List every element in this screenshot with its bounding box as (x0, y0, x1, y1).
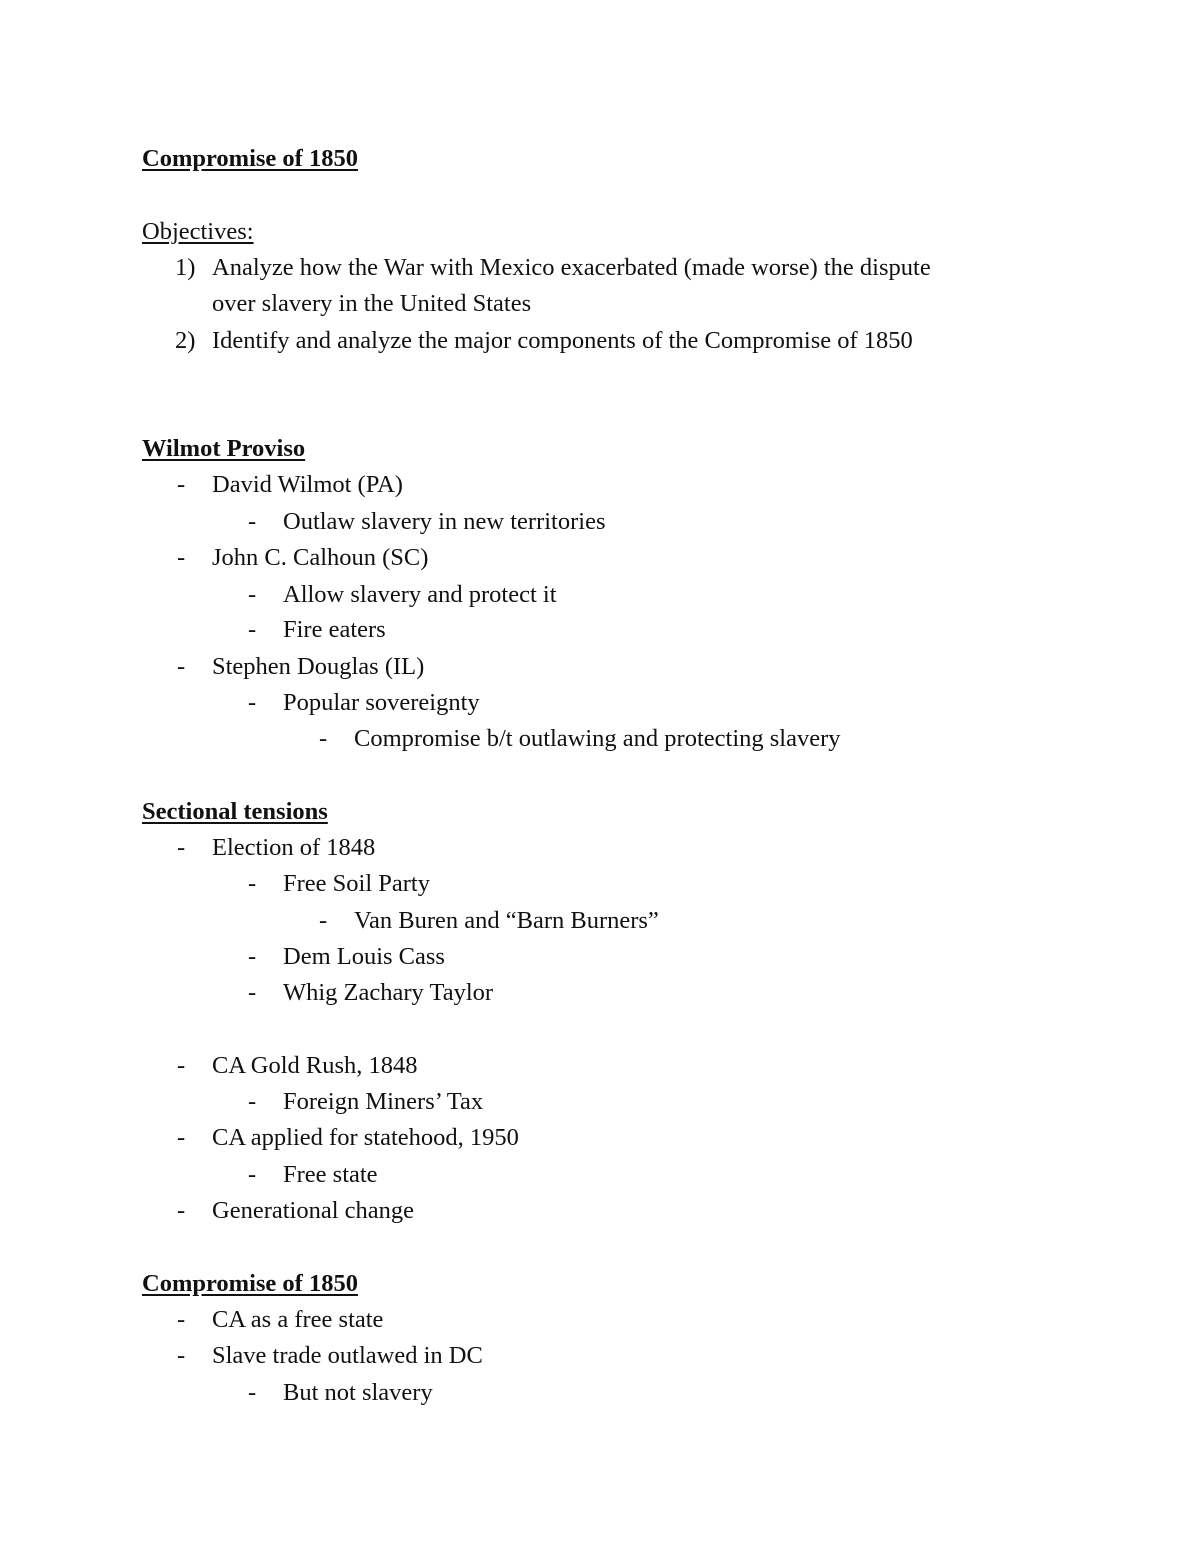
section-heading: Sectional tensions (142, 798, 328, 825)
section-heading: Wilmot Proviso (142, 435, 306, 462)
bullet-marker: - (248, 979, 257, 1006)
list-item: Free Soil Party (283, 870, 430, 897)
list-item: David Wilmot (PA) (212, 471, 403, 498)
objective-text-continued: over slavery in the United States (212, 290, 532, 317)
list-item: Compromise b/t outlawing and protecting slavery (354, 725, 841, 752)
list-item: Stephen Douglas (IL) (212, 653, 425, 680)
bullet-marker: - (319, 725, 328, 752)
list-item: Dem Louis Cass (283, 943, 445, 970)
section-heading: Compromise of 1850 (142, 1270, 358, 1297)
list-item: Election of 1848 (212, 834, 376, 861)
bullet-marker: - (248, 508, 257, 535)
bullet-marker: - (248, 1161, 257, 1188)
bullet-marker: - (319, 907, 328, 934)
bullet-marker: - (248, 581, 257, 608)
list-item: Fire eaters (283, 616, 386, 643)
list-item: Foreign Miners’ Tax (283, 1088, 484, 1115)
list-item: CA as a free state (212, 1306, 384, 1333)
bullet-marker: - (177, 544, 186, 571)
bullet-marker: - (248, 616, 257, 643)
bullet-marker: - (177, 1306, 186, 1333)
bullet-marker: - (248, 1088, 257, 1115)
objectives-label: Objectives: (142, 218, 254, 245)
list-item: Free state (283, 1161, 378, 1188)
bullet-marker: - (177, 1342, 186, 1369)
list-item: John C. Calhoun (SC) (212, 544, 429, 571)
objective-text: Analyze how the War with Mexico exacerbated (made worse) the dispute (212, 254, 931, 281)
bullet-marker: - (177, 1124, 186, 1151)
list-item: CA applied for statehood, 1950 (212, 1124, 519, 1151)
list-item: Van Buren and “Barn Burners” (354, 907, 659, 934)
list-item: Generational change (212, 1197, 415, 1224)
bullet-marker: - (248, 689, 257, 716)
bullet-marker: - (177, 1197, 186, 1224)
list-item: Outlaw slavery in new territories (283, 508, 606, 535)
bullet-marker: - (248, 943, 257, 970)
objective-text: Identify and analyze the major components of the Compromise of 1850 (212, 327, 913, 354)
objective-number: 1) (175, 254, 196, 281)
list-item: CA Gold Rush, 1848 (212, 1052, 418, 1079)
list-item: Popular sovereignty (283, 689, 480, 716)
list-item: Slave trade outlawed in DC (212, 1342, 483, 1369)
bullet-marker: - (248, 870, 257, 897)
list-item: But not slavery (283, 1379, 433, 1406)
bullet-marker: - (177, 1052, 186, 1079)
list-item: Allow slavery and protect it (283, 581, 557, 608)
list-item: Whig Zachary Taylor (283, 979, 494, 1006)
bullet-marker: - (177, 834, 186, 861)
bullet-marker: - (177, 471, 186, 498)
bullet-marker: - (177, 653, 186, 680)
page-title: Compromise of 1850 (142, 145, 358, 172)
objective-number: 2) (175, 327, 196, 354)
bullet-marker: - (248, 1379, 257, 1406)
